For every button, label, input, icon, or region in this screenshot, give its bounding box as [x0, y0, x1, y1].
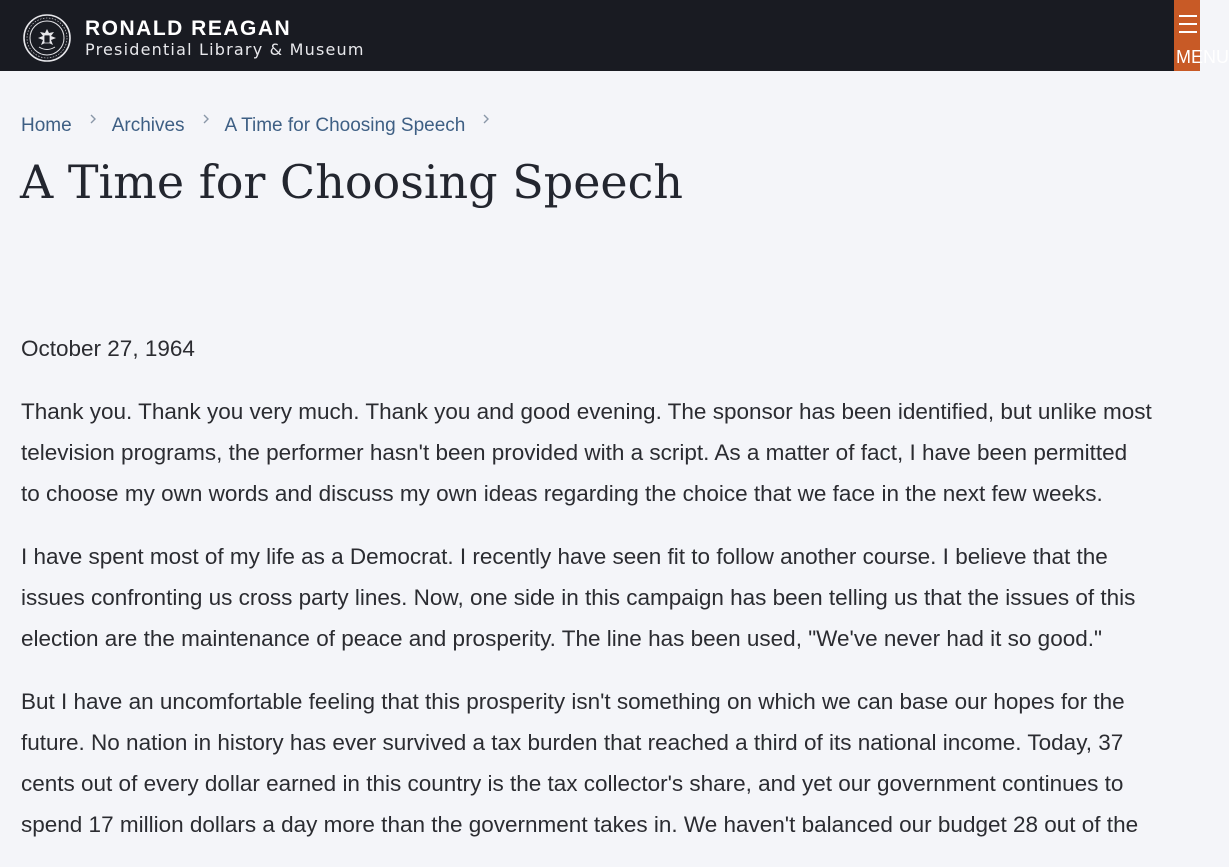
- presidential-seal-icon[interactable]: [23, 14, 71, 62]
- menu-button[interactable]: [1174, 0, 1229, 71]
- chevron-right-icon: [481, 114, 491, 124]
- breadcrumb-archives-link[interactable]: Archives: [111, 115, 185, 136]
- text-line: future. No nation in history has ever survived a tax burden that reached a third of its national income. Today, 37: [21, 730, 1124, 755]
- text-line: I have spent most of my life as a Democrat. I recently have seen fit to follow another course. I believe that the: [21, 544, 1108, 569]
- speech-paragraph: [21, 681, 1201, 845]
- site-brand[interactable]: [85, 17, 365, 59]
- text-line: to choose my own words and discuss my own ideas regarding the choice that we face in the next few weeks.: [21, 481, 1103, 506]
- text-line: Thank you. Thank you very much. Thank you and good evening. The sponsor has been identified, but unlike most: [21, 399, 1152, 424]
- menu-label: MENU: [1176, 47, 1229, 67]
- text-line: cents out of every dollar earned in this country is the tax collector's share, and yet our government continues to: [21, 771, 1124, 796]
- brand-name: RONALD REAGAN: [85, 17, 292, 40]
- text-line: issues confronting us cross party lines. Now, one side in this campaign has been telling us that the issues of this: [21, 585, 1136, 610]
- breadcrumb-current-link[interactable]: A Time for Choosing Speech: [224, 115, 466, 136]
- text-line: television programs, the performer hasn't been provided with a script. As a matter of fact, I have been permitted: [21, 440, 1128, 465]
- speech-date: October 27, 1964: [21, 336, 195, 361]
- speech-paragraph: [21, 536, 1201, 659]
- text-line: But I have an uncomfortable feeling that this prosperity isn't something on which we can base our hopes for the: [21, 689, 1125, 714]
- breadcrumb: [21, 113, 505, 139]
- site-header: [0, 0, 1229, 71]
- brand-subtitle: Presidential Library & Museum: [85, 40, 365, 59]
- hamburger-icon: [1179, 14, 1197, 34]
- page-title: A Time for Choosing Speech: [20, 155, 684, 209]
- chevron-right-icon: [201, 114, 211, 124]
- speech-paragraph: [21, 391, 1201, 514]
- speech-content: [21, 328, 1201, 867]
- breadcrumb-home-link[interactable]: Home: [21, 115, 72, 136]
- chevron-right-icon: [88, 114, 98, 124]
- text-line: spend 17 million dollars a day more than the government takes in. We haven't balanced our budget 28 out of the: [21, 812, 1139, 837]
- text-line: election are the maintenance of peace and prosperity. The line has been used, "We've never had it so good.": [21, 626, 1102, 651]
